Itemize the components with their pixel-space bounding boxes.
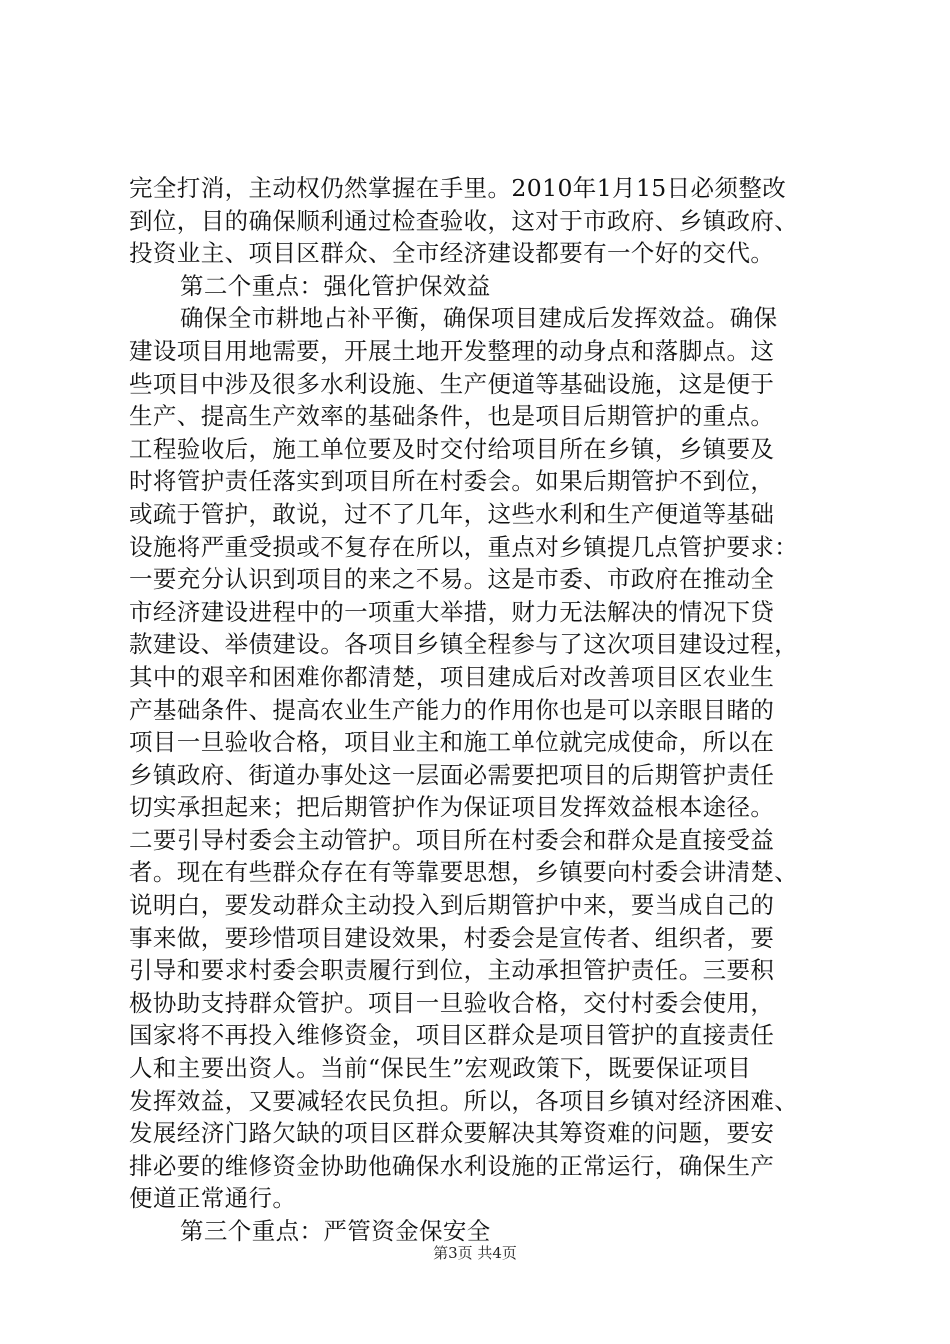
text-line: 完全打消，主动权仍然掌握在手里。2010年1月15日必须整改 — [129, 174, 787, 202]
text-line: 投资业主、项目区群众、全市经济建设都要有一个好的交代。 — [129, 239, 775, 268]
text-line: 二要引导村委会主动管护。项目所在村委会和群众是直接受益 — [129, 825, 775, 854]
text-line: 说明白，要发动群众主动投入到后期管护中来，要当成自己的 — [129, 891, 775, 920]
text-line: 设施将严重受损或不复存在所以，重点对乡镇提几点管护要求： — [129, 532, 799, 561]
text-line: 或疏于管护，敢说，过不了几年，这些水利和生产便道等基础 — [129, 499, 775, 528]
text-line: 发展经济门路欠缺的项目区群众要解决其筹资难的问题，要安 — [129, 1119, 775, 1148]
text-line: 第三个重点：严管资金保安全 — [180, 1217, 491, 1245]
text-line: 乡镇政府、街道办事处这一层面必需要把项目的后期管护责任 — [129, 760, 775, 789]
text-line: 其中的艰辛和困难你都清楚，项目建成后对改善项目区农业生 — [129, 662, 775, 691]
text-line: 确保全市耕地占补平衡，确保项目建成后发挥效益。确保 — [180, 304, 778, 333]
text-line: 时将管护责任落实到项目所在村委会。如果后期管护不到位， — [129, 467, 775, 496]
text-line: 者。现在有些群众存在有等靠要思想，乡镇要向村委会讲清楚、 — [129, 858, 799, 887]
text-line: 到位，目的确保顺利通过检查验收，这对于市政府、乡镇政府、 — [129, 206, 799, 235]
text-line: 第二个重点：强化管护保效益 — [180, 271, 491, 300]
text-line: 生产、提高生产效率的基础条件，也是项目后期管护的重点。 — [129, 402, 775, 431]
text-line: 引导和要求村委会职责履行到位，主动承担管护责任。三要积 — [129, 956, 775, 985]
text-line: 款建设、举债建设。各项目乡镇全程参与了这次项目建设过程， — [129, 630, 799, 659]
body-text — [129, 172, 829, 1248]
text-line: 发挥效益，又要减轻农民负担。所以，各项目乡镇对经济困难、 — [129, 1086, 799, 1115]
text-line: 极协助支持群众管护。项目一旦验收合格，交付村委会使用， — [129, 988, 775, 1017]
text-line: 事来做，要珍惜项目建设效果，村委会是宣传者、组织者，要 — [129, 923, 775, 952]
page-footer: 第3页 共4页 — [433, 1244, 517, 1262]
text-line: 便道正常通行。 — [129, 1184, 297, 1213]
text-line: 工程验收后，施工单位要及时交付给项目所在乡镇，乡镇要及 — [129, 434, 775, 463]
text-line: 产基础条件、提高农业生产能力的作用你也是可以亲眼目睹的 — [129, 695, 775, 724]
text-line: 建设项目用地需要，开展土地开发整理的动身点和落脚点。这 — [129, 336, 775, 365]
text-line: 市经济建设进程中的一项重大举措，财力无法解决的情况下贷 — [129, 597, 775, 626]
text-line: 国家将不再投入维修资金，项目区群众是项目管护的直接责任 — [129, 1021, 775, 1050]
text-line: 些项目中涉及很多水利设施、生产便道等基础设施，这是便于 — [129, 369, 775, 398]
text-line: 一要充分认识到项目的来之不易。这是市委、市政府在推动全 — [129, 565, 775, 594]
text-line: 排必要的维修资金协助他确保水利设施的正常运行，确保生产 — [129, 1151, 775, 1180]
text-line: 人和主要出资人。当前“保民生”宏观政策下，既要保证项目 — [129, 1054, 752, 1083]
text-line: 项目一旦验收合格，项目业主和施工单位就完成使命，所以在 — [129, 728, 775, 757]
text-line: 切实承担起来；把后期管护作为保证项目发挥效益根本途径。 — [129, 793, 775, 822]
